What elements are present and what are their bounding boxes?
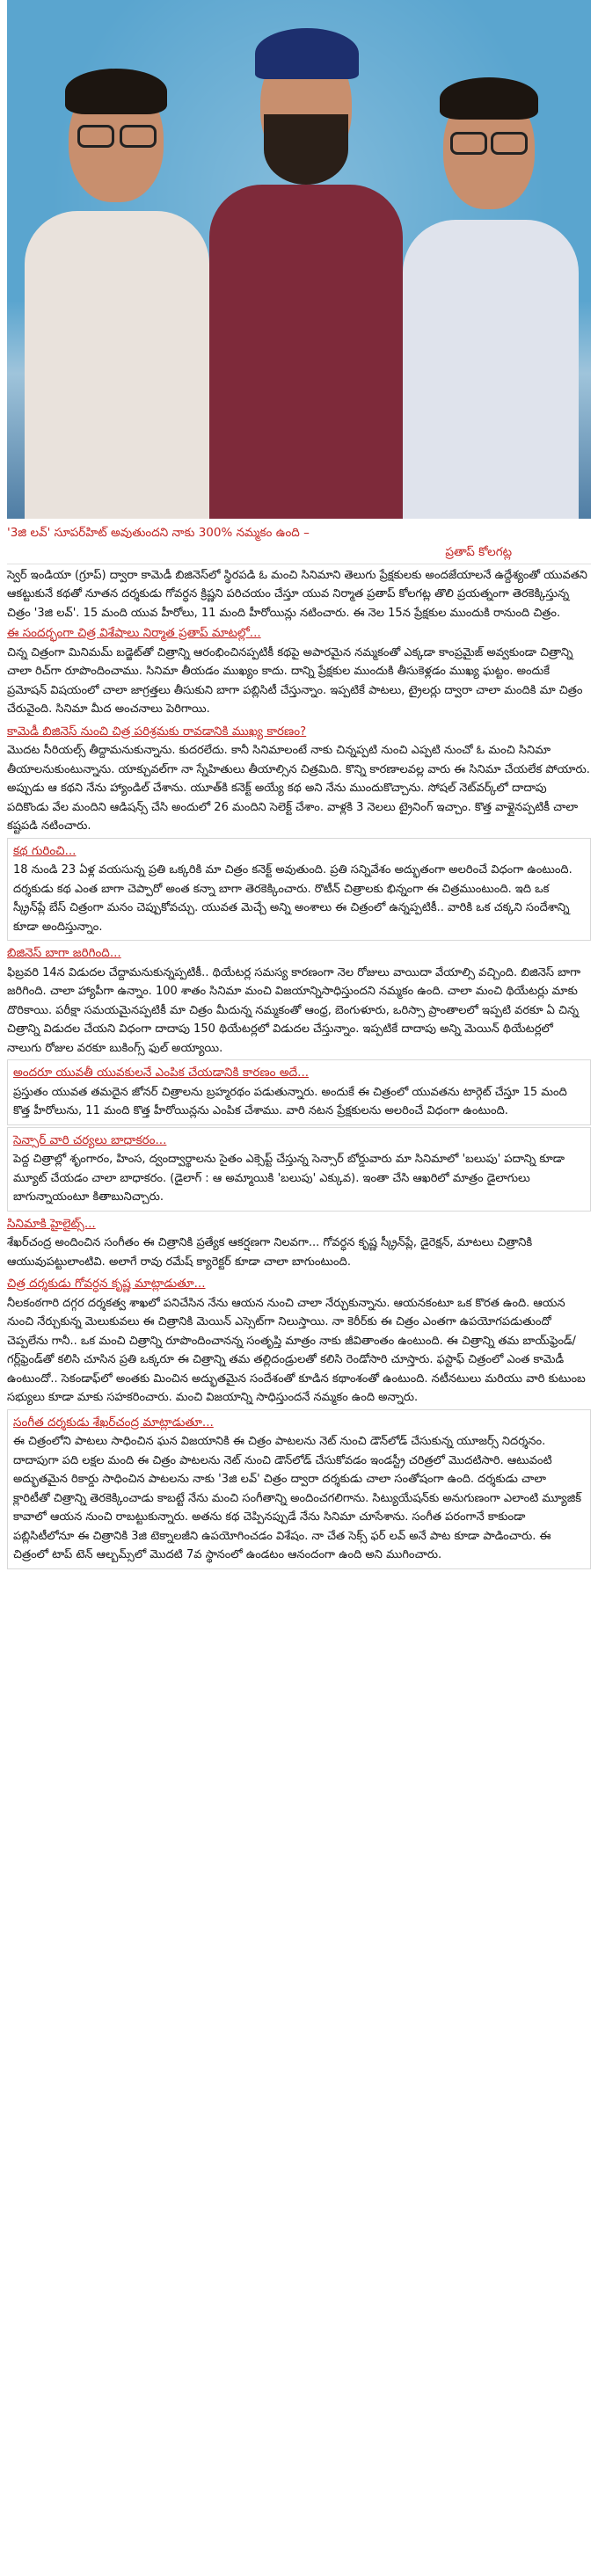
article-sections <box>7 622 594 1569</box>
section-body: మొదట సీరియల్స్ తీద్దామనుకున్నాను. కుదరలేదు. కానీ సినిమాలంటే నాకు చిన్నప్పటి నుంచి ఎప్పటి నుంచో ఓ మంచి సినిమా తీయాలనుకుంటున్నాను. యాక్చువల్‌గా నా స్నేహితులు తీయాల్సిన చిత్రమిది. కొన్ని కారణాలవల్ల వారు ఈ సినిమా చేయలేక పోయారు. అప్పుడు ఆ కథని నేను హ్యాండిల్ చేశాను. యూత్‌కి కనెక్ట్ అయ్యే కథ అని నేను ముందుకొచ్చాను. సోషల్ నెట్‌వర్క్‌లో దాదాపు పదికొండు వేల మందిని ఆడిషన్స్ చేసి అందులో 26 మందిని సెలెక్ట్ చేశాం. వాళ్లకి 3 నెలలు ట్రైనింగ్ ఇచ్చాం. కొత్త వాళ్లైనప్పటికీ చాలా కష్టపడి నటించారు. <box>7 744 594 833</box>
section-heading: సినిమాకి హైలైట్స్... <box>7 1216 96 1231</box>
person-right-glasses-right <box>491 132 528 155</box>
section-heading: కథ గురించి... <box>13 843 77 858</box>
section-body: ఫిబ్రవరి 14న విడుదల చేద్దామనుకున్నప్పటికీ.. థియేటర్ల సమస్య కారణంగా నెల రోజులు వాయిదా వేయాల్సి వచ్చింది. బిజినెస్ బాగా జరిగింది. చాలా హ్యాపీగా ఉన్నాం. 100 శాతం సినిమా మంచి విజయాన్నిసాధిస్తుందని నమ్మకం ఉంది. చాలా మంచి థియేటర్లు మాకు దొరికాయి. పరీక్షా సమయమైనప్పటికీ మా చిత్రం మీదున్న నమ్మకంతో ఆంధ్ర, బెంగుళూరు, ఒరిస్సా ప్రాంతాలలో ఇప్పటి వరకూ ఏ చిన్న చిత్రాన్ని విడుదల చేయని విధంగా దాదాపు 150 థియేటర్లలో విడుదల చేస్తున్నాం. ఇప్పటికే దాదాపు అన్ని మెయిన్ థియేటర్లలో నాలుగు రోజుల వరకూ బుకింగ్స్ ఫుల్ అయ్యాయి. <box>7 965 585 1055</box>
section-why-films <box>7 721 594 836</box>
person-right <box>403 62 579 519</box>
section-heading: బిజినెస్ బాగా జరిగింది... <box>7 946 121 960</box>
section-youth-cast <box>7 1059 591 1125</box>
person-left-shirt <box>25 211 209 519</box>
article-byline: ప్రతాప్ కోలగట్ల <box>445 544 512 559</box>
article-intro: స్వెర్ ఇండియా (గ్రూప్) ద్వారా కామెడీ బిజినెస్‌లో స్థిరపడి ఓ మంచి సినిమాని తెలుగు ప్రేక్షకులకు అందజేయాలనే ఉద్దేశ్యంతో యువతని ఆకట్టుకునే కథతో నూతన దర్శకుడు గోవర్ధన క్రిష్ణని పరిచయం చేస్తూ యువ నిర్మాత ప్రతాప్ కోలగట్ల తొలి ప్రయత్నంగా తెరకెక్కిస్తున్న చిత్రం '3జి లవ్'. 15 మంది యువ హీరోలు, 11 మంది హీరోయిన్లు నటించారు. ఈ నెల 15న ప్రేక్షకుల ముందుకి రానుంది చిత్రం. <box>7 568 592 620</box>
section-heading: అందరూ యువతీ యువకులనే ఎంపిక చేయడానికి కారణం అదే... <box>13 1066 310 1080</box>
person-left <box>25 53 209 519</box>
section-heading: సంగీత దర్శకుడు శేఖర్‌చంద్ర మాట్లాడుతూ... <box>13 1415 214 1430</box>
person-right-hair <box>440 77 538 120</box>
press-photo <box>7 0 591 519</box>
section-highlights <box>7 1213 591 1272</box>
section-business <box>7 942 591 1058</box>
section-body: ఈ చిత్రంలోని పాటలు సాధించిన ఘన విజయానికి ఈ చిత్రం పాటలను నెట్ నుంచి డౌన్‌లోడ్ చేసుకున్న యూజర్స్ నిదర్శనం. దాదాపుగా పది లక్షల మంది ఈ చిత్రం పాటలను నెట్ నుంచి డౌన్‌లోడ్ చేసుకోవడం ఇండస్ట్రీ చరిత్రలో మొదటిసారి. ఆటువంటి అద్భుతమైన రికార్డు సాధించిన పాటలను నాకు '3జి లవ్' చిత్రం ద్వారా దర్శకుడు చాలా సంతోషంగా ఉంది. దర్శకుడు చాలా క్లారిటీతో చిత్రాన్ని తెరకెక్కించాడు కాబట్టే నేను మంచి సంగీతాన్ని అందించగలిగాను. సిట్యుయేషన్‌కు అనుగుణంగా ఎలాంటి మ్యూజిక్ కావాలో ఆయన నుంచి రాబట్టుకున్నారు. అతను కథ చెప్పినప్పుడే నేను సినిమా చూసేశాను. సంగీత పరంగానే కాకుండా పబ్లిసిటీలోనూ ఈ చిత్రానికి 3జి టెక్నాలజీని ఉపయోగించడం విశేషం. నా చేత సెక్స్ ఫర్ లవ్ అనే పాట కూడా పాడించారు. ఈ చిత్రంలో టాప్ టెన్ ఆల్బమ్స్‌లో మొదటి 7వ స్థానంలో ఉండటం ఆనందంగా ఉంది అని ముగించారు. <box>13 1435 586 1561</box>
person-middle-tshirt <box>209 185 403 519</box>
person-left-hair <box>65 69 167 114</box>
person-middle-cap <box>255 28 359 79</box>
section-body: ప్రస్తుతం యువత తమదైన జోనర్ చిత్రాలను బ్రహ్మరథం పడుతున్నారు. అందుకే ఈ చిత్రంలో యువతను టార్గెట్ చేస్తూ 15 మంది కొత్త హీరోలును, 11 మంది కొత్త హీరోయిన్లను ఎంపిక చేశాము. వారి నటన ప్రేక్షకులను అలరించే విధంగా ఉంటుంది. <box>13 1085 571 1117</box>
section-story <box>7 838 591 942</box>
person-right-glasses-left <box>450 132 487 155</box>
section-heading: ఈ సందర్భంగా చిత్ర విశేషాలు నిర్మాత ప్రతాప్ మాటల్లో... <box>7 626 261 640</box>
section-music-director <box>7 1409 591 1569</box>
section-body: పెద్ద చిత్రాల్లో శృంగారం, హింస, ద్వంద్వార్థాలను సైతం ఎక్సెప్ట్ చేస్తున్న సెన్సార్ బోర్డువారు మా సినిమాలో 'బలుపు' పదాన్ని కూడా మ్యూట్ చేయడం చాలా బాధాకరం. (డైలాగ్ : ఆ అమ్మాయికి 'బలుపు' ఎక్కువ). ఇంతా చేసి ఆఖరిలో మాత్రం డైలాగులు బాగున్నాయంటూ కితాబునిచ్చారు. <box>13 1153 569 1204</box>
person-middle-beard <box>264 114 348 185</box>
section-heading: కామెడీ బిజినెస్ నుంచి చిత్ర పరిశ్రమకు రావడానికి ముఖ్య కారణం? <box>7 724 307 739</box>
person-left-glasses-left <box>77 125 114 148</box>
person-middle <box>209 9 403 519</box>
person-right-shirt <box>403 220 579 519</box>
section-heading: చిత్ర దర్శకుడు గోవర్ధన కృష్ణ మాట్లాడుతూ... <box>7 1277 206 1291</box>
section-body: 18 నుండి 23 ఏళ్ల వయసున్న ప్రతి ఒక్కరికి మా చిత్రం కనెక్ట్ అవుతుంది. ప్రతి సన్నివేశం అద్భుతంగా అలరించే విధంగా ఉంటుంది. దర్శకుడు కథ ఎంత బాగా చెప్పారో అంత కన్నా బాగా తెరకెక్కించారు. రొటీన్ చిత్రాలకు భిన్నంగా ఈ చిత్రముంటుంది. ఇది ఒక స్క్రీన్‌ప్లే బేస్ చిత్రంగా మనం చెప్పుకోవచ్చు. యువత మెచ్చే అన్ని అంశాలు ఈ చిత్రంలో ఉన్నప్పటికీ.. వారికి ఒక చక్కని సందేశాన్ని కూడా అందిస్తున్నాం. <box>13 863 576 934</box>
section-producer <box>7 622 591 719</box>
article-headline: '3జి లవ్' సూపర్‌హిట్ అవుతుందని నాకు 300% నమ్మకం ఉంది – <box>7 526 310 540</box>
section-body: శేఖర్‌చంద్ర అందించిన సంగీతం ఈ చిత్రానికి ప్రత్యేక ఆకర్షణగా నిలవగా... గోవర్ధన కృష్ణ స్క్రీన్‌ప్లే, డైరెక్షన్, మాటలు చిత్రానికి ఆయువుపట్టులాంటివి. అలాగే రావు రమేష్ క్యారెక్టర్ కూడా చాలా బాగుంటుంది. <box>7 1236 536 1269</box>
person-left-glasses-right <box>120 125 157 148</box>
section-director <box>7 1273 591 1408</box>
section-body: చిన్న చిత్రంగా మినిమమ్ బడ్జెట్‌తో చిత్రాన్ని ఆరంభించినప్పటికీ కథపై అపారమైన నమ్మకంతో ఎక్కడా కాంప్రమైజ్ అవ్వకుండా చిత్రాన్ని చాలా రిచ్‌గా రూపొందించాము. సినిమా తీయడం ముఖ్యం కాదు. దాన్ని ప్రేక్షకుల ముందుకి తీసుకెళ్లడం ముఖ్య ఘట్టం. అందుకే ప్రమోషన్ విషయంలో చాలా జాగ్రత్తలు తీసుకుని బాగా పబ్లిసిటీ చేస్తున్నాం. ఇప్పటికే పాటలు, ట్రైలర్లు ద్వారా చాలా మందికి మా చిత్రం చేరువైంది. సినిమా మీద అంచనాలు పెరిగాయి. <box>7 645 587 716</box>
section-body: నీలకంఠగారి దగ్గర దర్శకత్వ శాఖలో పనిచేసిన నేను ఆయన నుంచి చాలా నేర్చుకున్నాను. ఆయనకంటూ ఒక కొరత ఉంది. ఆయన నుంచి నేర్చుకున్న మెలుకువలు ఈ చిత్రానికి మెయిన్ ఎస్సెట్‌గా నిలుస్తాయి. నా కెరీర్‌కు ఈ చిత్రం ఎంతగా ఉపయోగపడుతుందో చెప్పలేను గానీ.. ఒక మంచి చిత్రాన్ని రూపొందించానన్న సంతృప్తి మాత్రం నాకు జీవితాంతం ఉంటుంది. ఈ చిత్రాన్ని తమ బాయ్‌ఫ్రెండ్/గర్ల్‌ఫ్రెండ్‌తో కలిసి చూసిన ప్రతి ఒక్కరూ ఈ చిత్రాన్ని తమ తల్లిదండ్రులతో కలిసి రెండోసారి చూస్తారు. ఫస్టాఫ్ చిత్రంలో ఎంత కామెడీ ఉంటుందో.. సెకండాఫ్‌లో అంతకు మించిన అద్భుతమైన సందేశంతో కూడిన కథాంశంతో ఉంటుంది. నటీనటులు మరియు వారి కుటుంబ సభ్యులు కూడా మాకు సహకరించారు. మంచి విజయాన్ని సాధిస్తుందనే నమ్మకం ఉంది అన్నారు. <box>7 1296 589 1404</box>
section-censor <box>7 1127 591 1212</box>
section-heading: సెన్సార్ వారి చర్యలు బాధాకరం... <box>13 1132 167 1147</box>
